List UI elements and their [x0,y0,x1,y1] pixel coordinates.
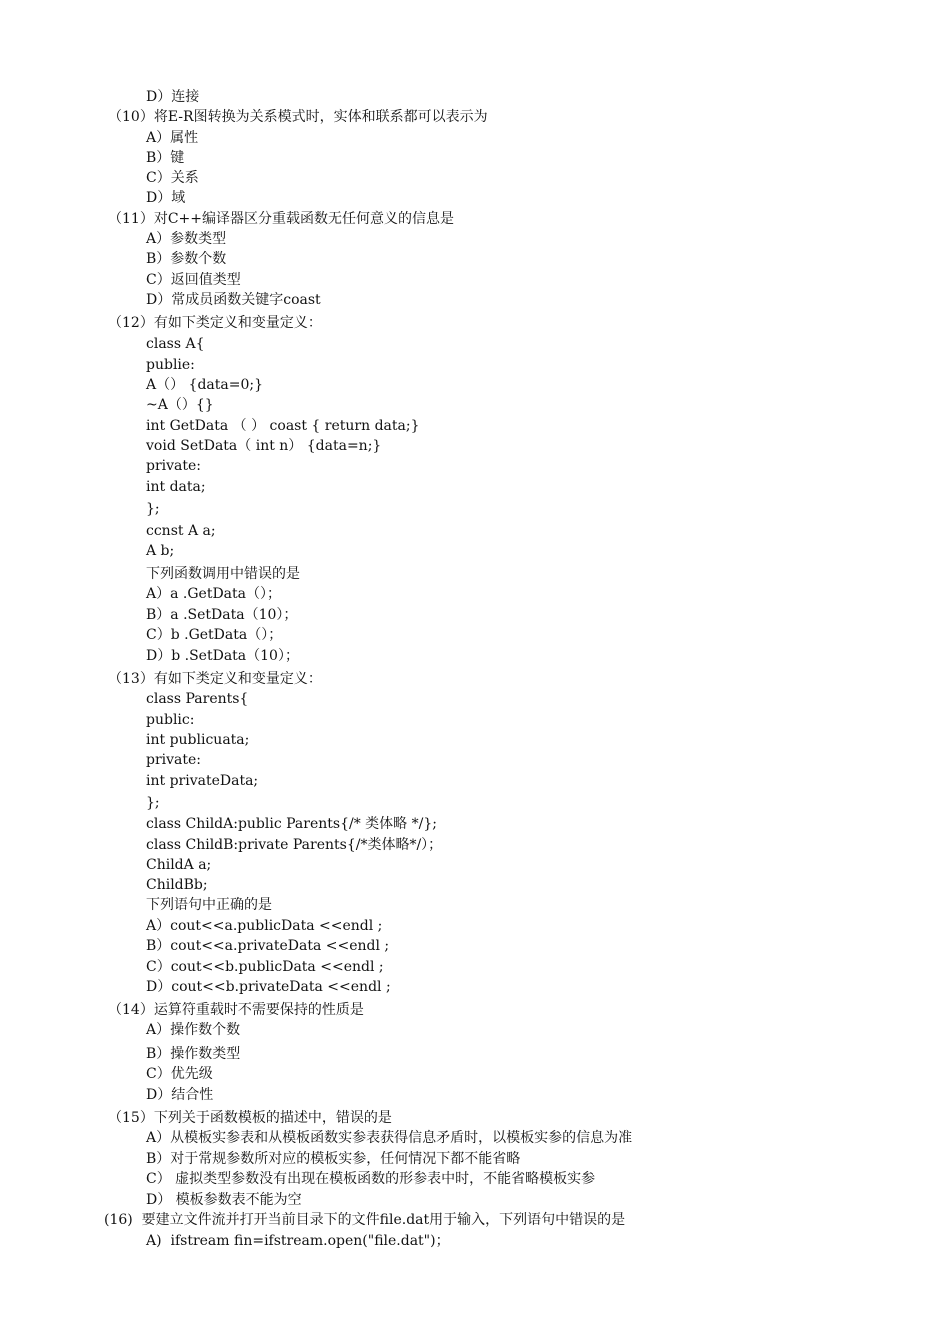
option-line: C） 虚拟类型参数没有出现在模板函数的形参表中时，不能省略模板实参 [146,1171,596,1187]
code-line: int privateData; [146,773,259,789]
option-line: A）操作数个数 [146,1022,241,1038]
question-10-stem: （10）将E-R图转换为关系模式时，实体和联系都可以表示为 [108,109,488,125]
code-line: A（） {data=0;} [146,377,264,393]
option-line: A）cout<<a.publicData <<endl ; [146,918,383,934]
option-line: B）对于常规参数所对应的模板实参，任何情况下都不能省略 [146,1151,521,1167]
code-line: int publicuata; [146,732,250,748]
option-line: C）关系 [146,170,199,186]
option-line: A）a .GetData（）； [146,586,281,602]
option-line: D）域 [146,190,186,206]
code-line: int data; [146,479,206,495]
option-line: C）b .GetData（）； [146,627,283,643]
question-16-stem: (16) 要建立文件流并打开当前目录下的文件file.dat用于输入，下列语句中错误的是 [104,1212,626,1228]
code-line: }; [146,795,160,811]
code-line: class ChildB:private Parents{/*类体略*/）； [146,837,443,853]
code-line: ccnst A a; [146,523,216,539]
option-line: D）结合性 [146,1087,214,1103]
option-line: D）常成员函数关键字coast [146,292,321,308]
code-line: class ChildA:public Parents{/* 类体略 */}; [146,816,437,832]
option-line: B）cout<<a.privateData <<endl ; [146,938,390,954]
option-line: A）属性 [146,130,199,146]
option-line: C）返回值类型 [146,272,241,288]
question-prompt: 下列语句中正确的是 [146,897,272,913]
code-line: private: [146,752,202,768]
code-line: ChildA a; [146,857,212,873]
code-line: A b; [146,543,175,559]
code-line: class A{ [146,336,205,352]
option-line: B）键 [146,150,185,166]
option-line: B）a .SetData（10）； [146,607,298,623]
text-line: D）连接 [146,89,200,105]
code-line: class Parents{ [146,691,249,707]
question-14-stem: （14）运算符重载时不需要保持的性质是 [108,1002,364,1018]
code-line: private: [146,458,202,474]
option-line: A）从模板实参表和从模板函数实参表获得信息矛盾时，以模板实参的信息为准 [146,1130,633,1146]
code-line: publie: [146,357,195,373]
question-prompt: 下列函数调用中错误的是 [146,566,300,582]
option-line: D）cout<<b.privateData <<endl ; [146,979,391,995]
option-line: B）操作数类型 [146,1046,241,1062]
option-line: C）优先级 [146,1066,213,1082]
option-line: A）参数类型 [146,231,227,247]
question-13-stem: （13）有如下类定义和变量定义： [108,671,322,687]
code-line: void SetData（ int n） {data=n;} [146,438,382,454]
code-line: }; [146,501,160,517]
option-line: C）cout<<b.publicData <<endl ; [146,959,384,975]
option-line: D） 模板参数表不能为空 [146,1192,302,1208]
question-11-stem: （11）对C++编译器区分重载函数无任何意义的信息是 [108,211,454,227]
option-line: D）b .SetData（10）； [146,648,299,664]
option-line: A) ifstream fin=ifstream.open("file.dat")； [146,1233,450,1249]
question-12-stem: （12）有如下类定义和变量定义： [108,315,322,331]
option-line: B）参数个数 [146,251,227,267]
code-line: int GetData （ ） coast { return data;} [146,418,420,434]
code-line: ChildBb; [146,877,208,893]
code-line: public: [146,712,195,728]
code-line: ~A（）{} [146,397,214,413]
question-15-stem: （15）下列关于函数模板的描述中，错误的是 [108,1110,392,1126]
